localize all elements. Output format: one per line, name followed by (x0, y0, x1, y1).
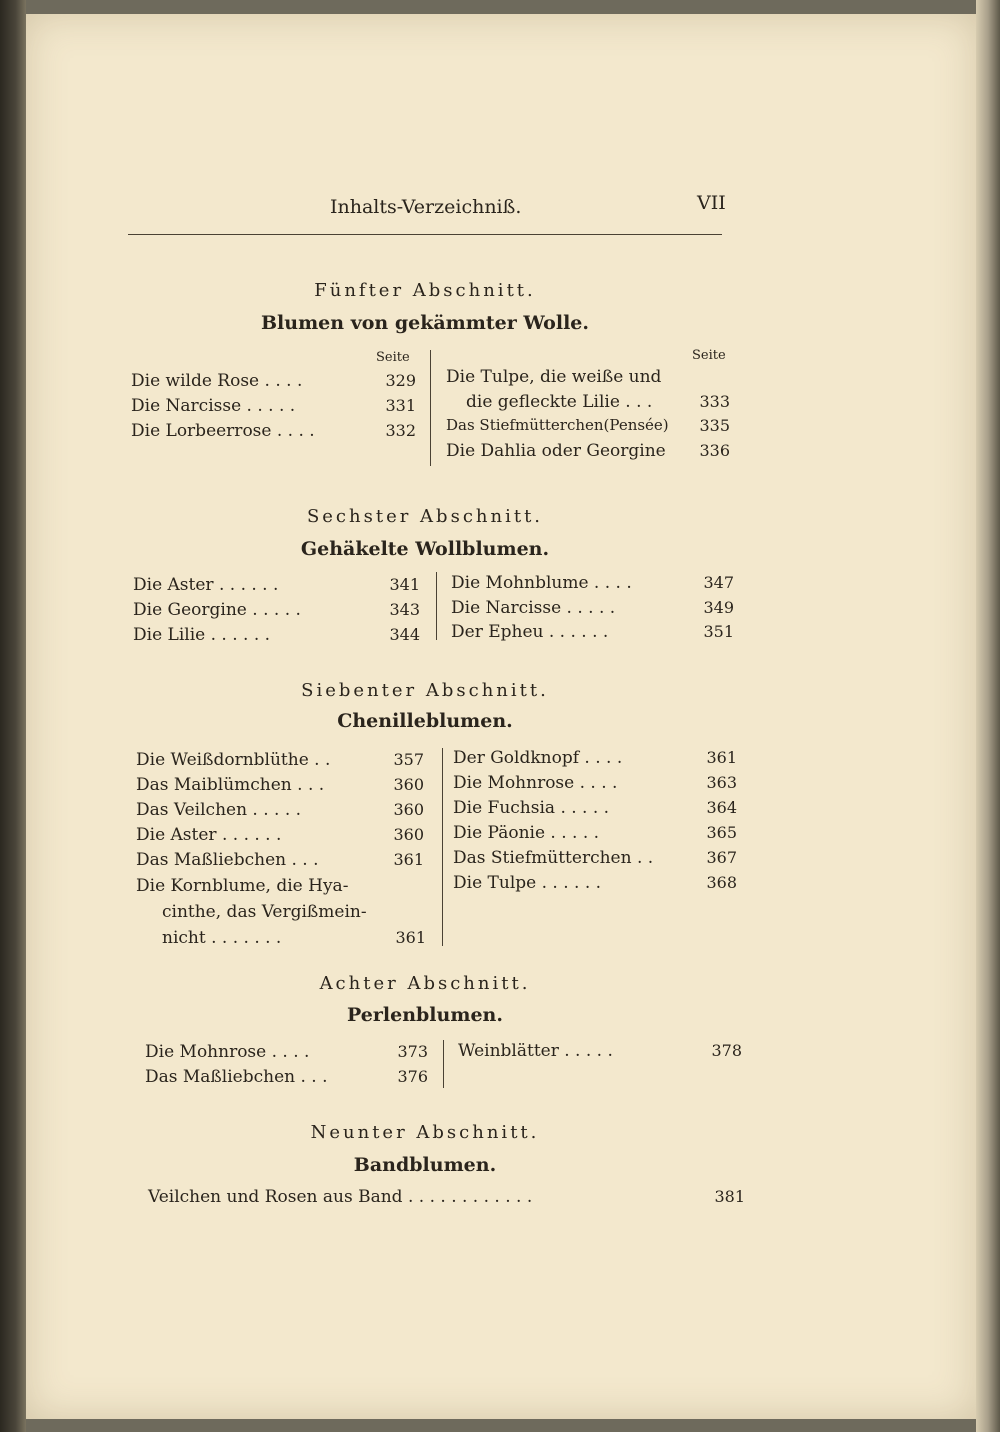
toc-entry: Das Veilchen . . . . . (136, 800, 302, 820)
toc-page: 373 (397, 1042, 428, 1061)
toc-page: 349 (703, 598, 734, 617)
toc-entry: Die Narcisse . . . . . (451, 598, 616, 618)
toc-entry: Die Tulpe, die weiße und (446, 367, 662, 387)
toc-page: 333 (699, 392, 730, 411)
section-title: Blumen von gekämmter Wolle. (260, 312, 589, 334)
toc-page: 378 (711, 1041, 742, 1060)
toc-page: 360 (393, 775, 424, 794)
toc-entry: nicht . . . . . . . (162, 928, 282, 948)
seite-label: Seite (376, 350, 410, 365)
toc-entry: Veilchen und Rosen aus Band . . . . . . . . . . . . (148, 1187, 533, 1207)
toc-entry: Die Dahlia oder Georgine (446, 441, 666, 461)
toc-entry: die gefleckte Lilie . . . (466, 392, 653, 412)
toc-entry: cinthe, das Vergißmein- (162, 902, 367, 922)
toc-page: 376 (397, 1067, 428, 1086)
toc-entry: Das Stiefmütterchen(Pensée) (446, 416, 669, 434)
toc-entry: Das Maiblümchen . . . (136, 775, 325, 795)
toc-page: 329 (385, 371, 416, 390)
section-heading: Fünfter Abschnitt. (314, 280, 536, 301)
toc-entry: Der Goldknopf . . . . (453, 748, 623, 768)
toc-entry: Weinblätter . . . . . (458, 1041, 613, 1061)
running-header-title: Inhalts-Verzeichniß. (330, 196, 522, 218)
toc-entry: Das Maßliebchen . . . (145, 1067, 328, 1087)
toc-entry: Das Stiefmütterchen . . (453, 848, 654, 868)
toc-page: 381 (714, 1187, 745, 1206)
section-title: Perlenblumen. (347, 1004, 503, 1026)
toc-entry: Die Päonie . . . . . (453, 823, 600, 843)
page-edge (976, 0, 1000, 1432)
toc-entry: Die Weißdornblüthe . . (136, 750, 331, 770)
column-divider (442, 748, 443, 946)
toc-entry: Die Mohnblume . . . . (451, 573, 632, 593)
toc-entry: Die Mohnrose . . . . (453, 773, 618, 793)
column-divider (443, 1040, 444, 1088)
book-spine (0, 0, 26, 1432)
toc-page: 335 (699, 416, 730, 435)
toc-entry: Das Maßliebchen . . . (136, 850, 319, 870)
toc-page: 363 (706, 773, 737, 792)
toc-entry: Die Lorbeerrose . . . . (131, 421, 315, 441)
toc-page: 341 (389, 575, 420, 594)
toc-entry: Die Aster . . . . . . (136, 825, 282, 845)
toc-page: 364 (706, 798, 737, 817)
toc-page: 347 (703, 573, 734, 592)
section-heading: Sechster Abschnitt. (306, 506, 544, 527)
section-title: Gehäkelte Wollblumen. (300, 538, 550, 560)
page-number: VII (697, 192, 726, 214)
toc-entry: Die Aster . . . . . . (133, 575, 279, 595)
toc-page: 336 (699, 441, 730, 460)
toc-page: 332 (385, 421, 416, 440)
header-rule (128, 234, 722, 235)
toc-entry: Die wilde Rose . . . . (131, 371, 303, 391)
toc-entry: Die Narcisse . . . . . (131, 396, 296, 416)
toc-page: 357 (393, 750, 424, 769)
section-title: Chenilleblumen. (337, 710, 513, 732)
toc-entry: Die Georgine . . . . . (133, 600, 301, 620)
toc-entry: Der Epheu . . . . . . (451, 622, 609, 642)
toc-page: 361 (395, 928, 426, 947)
column-divider (436, 572, 437, 640)
toc-page: 360 (393, 800, 424, 819)
toc-entry: Die Lilie . . . . . . (133, 625, 271, 645)
toc-page: 365 (706, 823, 737, 842)
toc-entry: Die Kornblume, die Hya- (136, 876, 349, 896)
column-divider (430, 350, 431, 466)
section-heading: Achter Abschnitt. (319, 973, 531, 994)
toc-page: 360 (393, 825, 424, 844)
toc-page: 331 (385, 396, 416, 415)
section-heading: Siebenter Abschnitt. (301, 680, 549, 701)
toc-entry: Die Tulpe . . . . . . (453, 873, 602, 893)
toc-page: 343 (389, 600, 420, 619)
toc-entry: Die Fuchsia . . . . . (453, 798, 610, 818)
section-title: Bandblumen. (353, 1154, 497, 1176)
toc-entry: Die Mohnrose . . . . (145, 1042, 310, 1062)
toc-page: 344 (389, 625, 420, 644)
toc-page: 351 (703, 622, 734, 641)
toc-page: 361 (706, 748, 737, 767)
toc-page: 361 (393, 850, 424, 869)
section-heading: Neunter Abschnitt. (310, 1122, 540, 1143)
toc-page: 368 (706, 873, 737, 892)
seite-label: Seite (692, 348, 726, 363)
toc-page: 367 (706, 848, 737, 867)
